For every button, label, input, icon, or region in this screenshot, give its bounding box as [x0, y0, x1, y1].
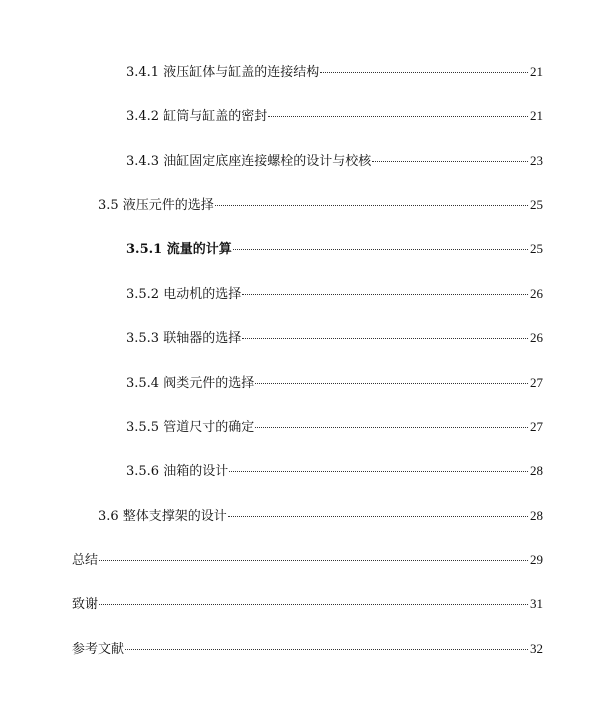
- toc-dot-leader: [268, 116, 528, 117]
- toc-entry-acknowledgements[interactable]: [72, 594, 543, 614]
- toc-page-number: 28: [530, 508, 543, 523]
- toc-dot-leader: [228, 516, 528, 517]
- toc-page-number: 27: [530, 375, 543, 390]
- toc-entry-label: 3.5.2 电动机的选择: [126, 287, 242, 302]
- toc-entry-3-4-3[interactable]: [126, 151, 543, 171]
- toc-page-number: 31: [530, 596, 543, 611]
- toc-dot-leader: [320, 72, 528, 73]
- toc-page-number: 28: [530, 463, 543, 478]
- toc-entry-label: 致谢: [72, 597, 99, 612]
- toc-page-number: 26: [530, 286, 543, 301]
- toc-dot-leader: [215, 205, 528, 206]
- toc-dot-leader: [125, 649, 528, 650]
- toc-entry-summary[interactable]: [72, 550, 543, 570]
- toc-page-number: 23: [530, 153, 543, 168]
- toc-entry-label: 3.4.1 液压缸体与缸盖的连接结构: [126, 65, 320, 80]
- toc-entry-label: 3.4.2 缸筒与缸盖的密封: [126, 109, 268, 124]
- toc-entry-3-6[interactable]: [98, 506, 543, 526]
- toc-entry-label: 3.5 液压元件的选择: [98, 198, 214, 213]
- toc-dot-leader: [233, 249, 528, 250]
- toc-entry-3-5[interactable]: [98, 195, 543, 215]
- toc-page-number: 25: [530, 197, 543, 212]
- toc-entry-3-4-1[interactable]: [126, 62, 543, 82]
- toc-dot-leader: [242, 338, 528, 339]
- toc-page-number: 29: [530, 552, 543, 567]
- toc-entry-3-5-6[interactable]: [126, 461, 543, 481]
- toc-entry-label: 总结: [72, 553, 99, 568]
- toc-page-number: 27: [530, 419, 543, 434]
- toc-dot-leader: [99, 560, 528, 561]
- toc-dot-leader: [255, 383, 528, 384]
- toc-page-number: 25: [530, 241, 543, 256]
- toc-entry-label: 3.5.4 阀类元件的选择: [126, 376, 255, 391]
- toc-dot-leader: [229, 471, 528, 472]
- toc-page-number: 21: [530, 108, 543, 123]
- toc-dot-leader: [242, 294, 528, 295]
- toc-entry-3-5-2[interactable]: [126, 284, 543, 304]
- toc-page-number: 26: [530, 330, 543, 345]
- toc-entry-label: 3.5.5 管道尺寸的确定: [126, 420, 255, 435]
- toc-entry-3-5-5[interactable]: [126, 417, 543, 437]
- toc-entry-label: 参考文献: [72, 642, 125, 657]
- toc-dot-leader: [255, 427, 528, 428]
- toc-entry-references[interactable]: [72, 639, 543, 659]
- toc-entry-3-4-2[interactable]: [126, 106, 543, 126]
- toc-entry-3-5-1[interactable]: [126, 239, 543, 259]
- toc-dot-leader: [372, 161, 528, 162]
- toc-dot-leader: [99, 604, 528, 605]
- toc-entry-label: 3.5.1 流量的计算: [126, 242, 232, 257]
- toc-page-number: 21: [530, 64, 543, 79]
- toc-entry-label: 3.6 整体支撑架的设计: [98, 509, 227, 524]
- toc-entry-3-5-4[interactable]: [126, 373, 543, 393]
- toc-entry-label: 3.4.3 油缸固定底座连接螺栓的设计与校核: [126, 154, 372, 169]
- toc-entry-label: 3.5.3 联轴器的选择: [126, 331, 242, 346]
- toc-page-number: 32: [530, 641, 543, 656]
- toc-entry-label: 3.5.6 油箱的设计: [126, 464, 229, 479]
- toc-entry-3-5-3[interactable]: [126, 328, 543, 348]
